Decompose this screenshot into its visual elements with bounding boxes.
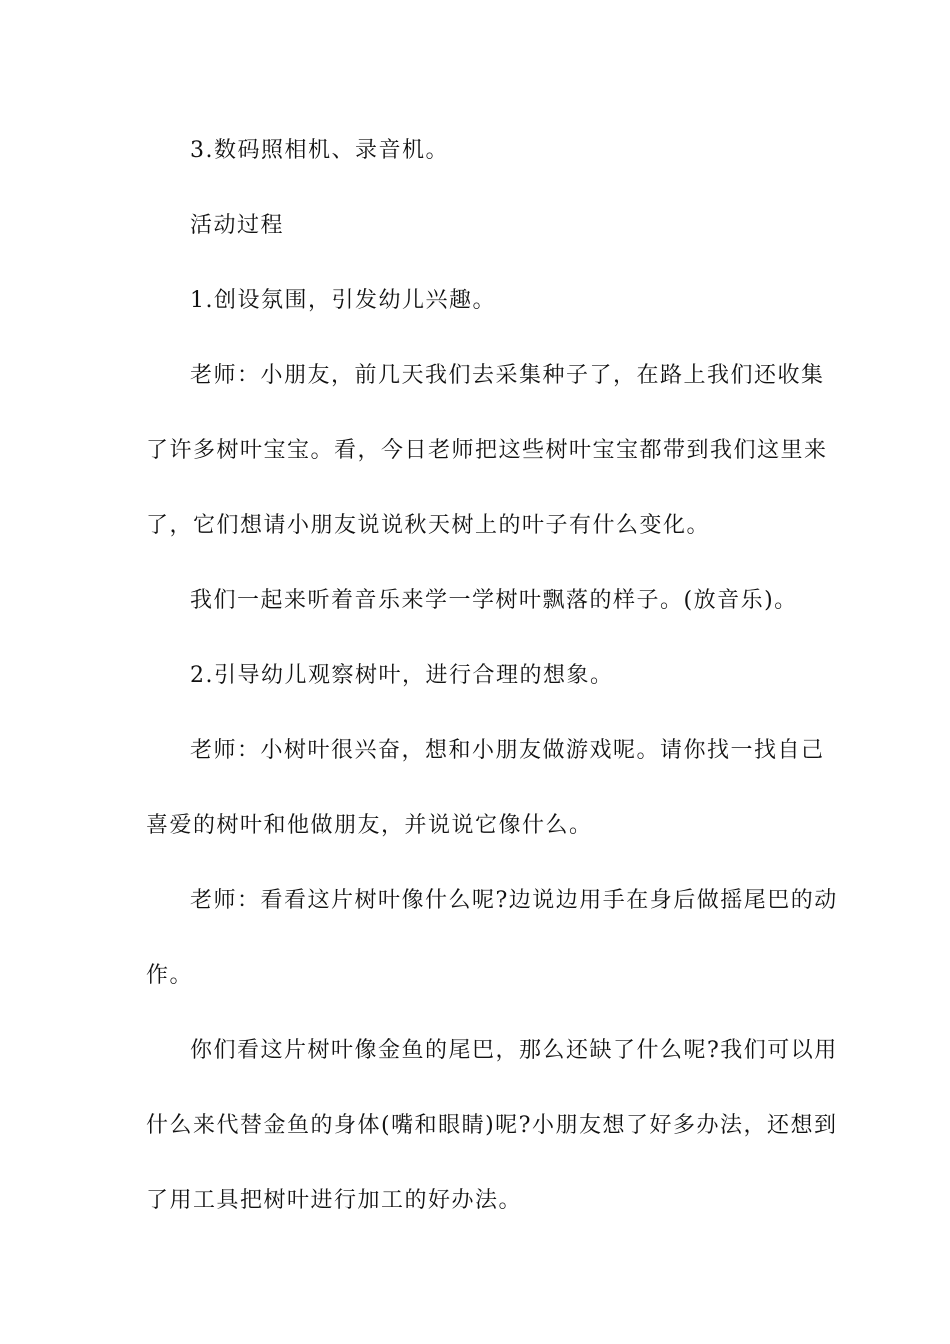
paragraph-line: 老师：小树叶很兴奋，想和小朋友做游戏呢。请你找一找自己 [190, 738, 825, 763]
paragraph-line: 老师：小朋友，前几天我们去采集种子了，在路上我们还收集 [190, 363, 825, 388]
step-heading-1: 1.创设氛围，引发幼儿兴趣。 [190, 288, 496, 313]
paragraph-line: 了，它们想请小朋友说说秋天树上的叶子有什么变化。 [146, 513, 711, 538]
step-heading-2: 2.引导幼儿观察树叶，进行合理的想象。 [190, 663, 614, 688]
section-heading-activity-process: 活动过程 [190, 213, 285, 238]
paragraph-line: 什么来代替金鱼的身体(嘴和眼睛)呢?小朋友想了好多办法，还想到 [146, 1113, 838, 1138]
paragraph-line: 我们一起来听着音乐来学一学树叶飘落的样子。(放音乐)。 [190, 588, 798, 613]
paragraph-line: 你们看这片树叶像金鱼的尾巴，那么还缺了什么呢?我们可以用 [190, 1038, 838, 1063]
paragraph-line: 喜爱的树叶和他做朋友，并说说它像什么。 [146, 813, 593, 838]
paragraph-line: 作。 [146, 963, 194, 988]
list-item-materials-3: 3.数码照相机、录音机。 [190, 138, 449, 163]
paragraph-line: 了许多树叶宝宝。看，今日老师把这些树叶宝宝都带到我们这里来 [146, 438, 828, 463]
paragraph-line: 老师：看看这片树叶像什么呢?边说边用手在身后做摇尾巴的动 [190, 888, 838, 913]
paragraph-line: 了用工具把树叶进行加工的好办法。 [146, 1188, 523, 1213]
